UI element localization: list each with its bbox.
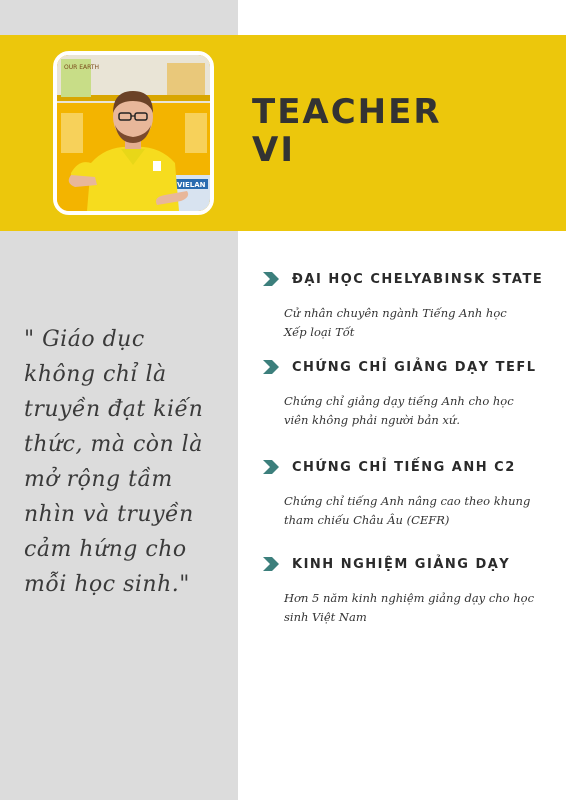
section-title: CHỨNG CHỈ GIẢNG DẠY TEFL (292, 359, 537, 375)
section-description (284, 589, 554, 627)
book-cover-text: OUR EARTH (64, 64, 99, 71)
section-title: ĐẠI HỌC CHELYABINSK STATE (292, 271, 544, 287)
description-line: Cử nhân chuyên ngành Tiếng Anh học (284, 306, 507, 320)
quote-text: " Giáo dục không chỉ là truyền đạt kiến thức, mà còn là mở rộng tầm nhìn và truyền cảm hứng cho mỗi học sinh." (24, 327, 204, 597)
section-tefl (262, 356, 552, 430)
title-line-2: VI (252, 130, 295, 170)
chevron-right-icon (262, 458, 280, 476)
section-description (284, 392, 554, 430)
section-title: CHỨNG CHỈ TIẾNG ANH C2 (292, 459, 516, 475)
section-c2 (262, 456, 552, 530)
description-line: Chứng chỉ giảng dạy tiếng Anh cho học (284, 394, 514, 408)
sign-text: VIELAN (177, 181, 206, 189)
description-line: Chứng chỉ tiếng Anh nâng cao theo khung (284, 494, 531, 508)
teacher-photo (53, 51, 214, 215)
section-title: KINH NGHIỆM GIẢNG DẠY (292, 556, 511, 572)
description-line: Xếp loại Tốt (284, 325, 355, 339)
section-description (284, 492, 554, 530)
section-education (262, 268, 552, 342)
title-line-1: TEACHER (252, 92, 442, 132)
chevron-right-icon (262, 358, 280, 376)
teacher-portrait-image (57, 55, 210, 211)
description-line: viên không phải người bản xứ. (284, 413, 460, 427)
chevron-right-icon (262, 555, 280, 573)
description-line: Hơn 5 năm kinh nghiệm giảng dạy cho học (284, 591, 535, 605)
description-line: sinh Việt Nam (284, 610, 367, 624)
section-description (284, 304, 554, 342)
chevron-right-icon (262, 270, 280, 288)
page-title (252, 93, 442, 169)
section-experience (262, 553, 552, 627)
description-line: tham chiếu Châu Âu (CEFR) (284, 513, 450, 527)
